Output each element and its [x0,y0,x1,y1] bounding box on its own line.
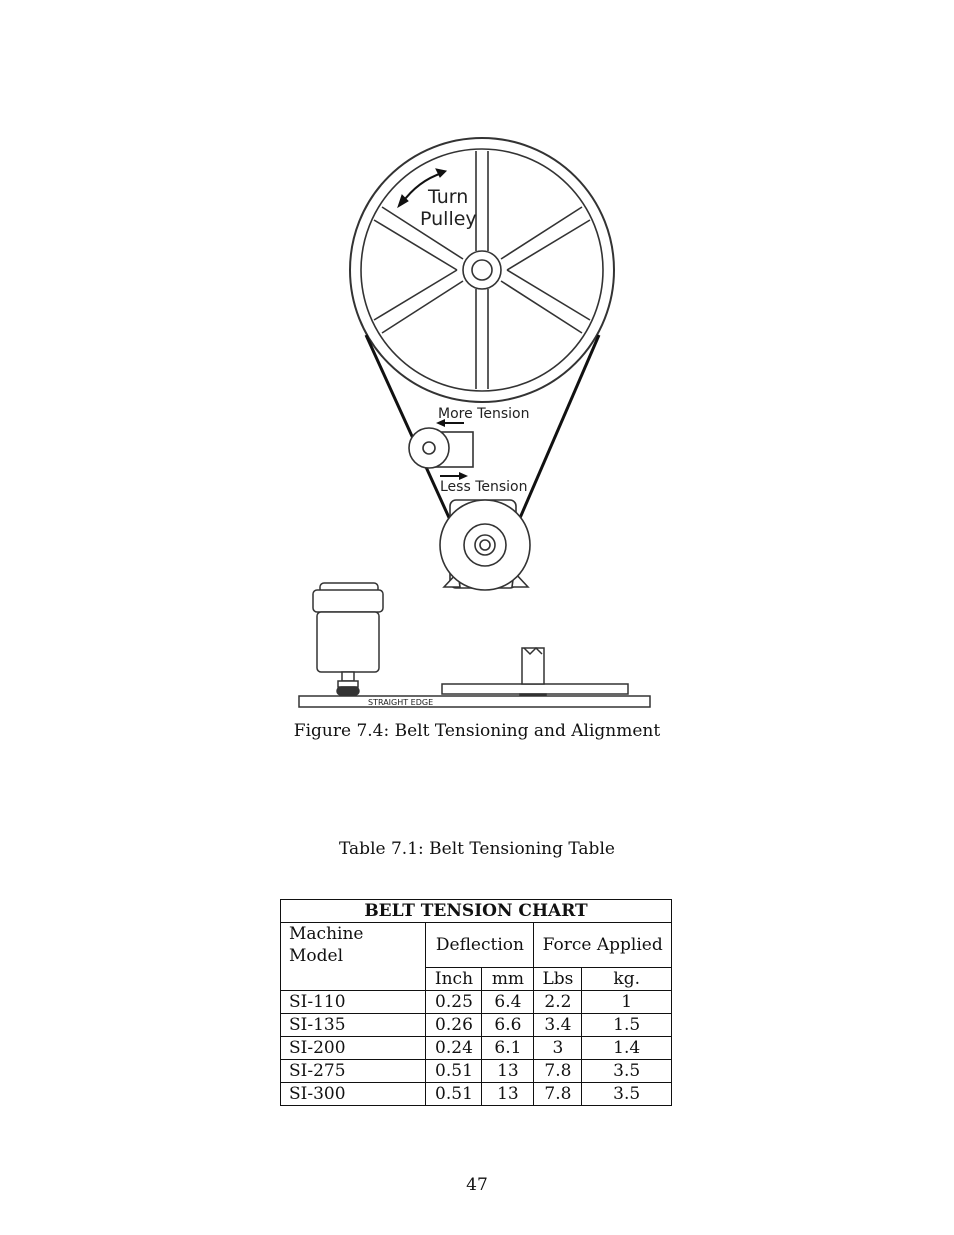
table-subheader-row [281,967,672,990]
more-tension-label: More Tension [438,406,530,422]
figure-caption: Figure 7.4: Belt Tensioning and Alignment [293,721,661,741]
cell-lbs: 3 [534,1036,582,1059]
cell-inch: 0.25 [426,990,482,1013]
cell-lbs: 2.2 [534,990,582,1013]
less-tension-label: Less Tension [440,479,528,495]
cell-model: SI-110 [281,990,426,1013]
cell-mm: 6.6 [482,1013,534,1036]
cell-kg: 3.5 [582,1059,672,1082]
cell-kg: 3.5 [582,1082,672,1105]
header-lbs: Lbs [534,967,582,990]
cell-model: SI-200 [281,1036,426,1059]
table-caption: Table 7.1: Belt Tensioning Table [339,839,615,859]
header-mm: mm [482,967,534,990]
table-row [281,1013,672,1036]
cell-kg: 1.4 [582,1036,672,1059]
belt-tension-table [280,899,672,1106]
cell-mm: 13 [482,1082,534,1105]
table-row [281,1082,672,1105]
large-pulley [350,138,614,402]
header-deflection: Deflection [426,923,534,968]
header-force-applied: Force Applied [534,923,672,968]
straight-edge-label: STRAIGHT EDGE [368,698,434,707]
belt-tensioning-figure [290,135,660,715]
table-row [281,1059,672,1082]
table-row [281,990,672,1013]
table-row [281,1036,672,1059]
figure-drawing [290,135,660,715]
cell-kg: 1 [582,990,672,1013]
header-machine-model: Machine Model [281,923,426,968]
cell-model: SI-300 [281,1082,426,1105]
header-inch: Inch [426,967,482,990]
table-header-row [281,923,672,968]
cell-model: SI-135 [281,1013,426,1036]
cell-inch: 0.51 [426,1059,482,1082]
header-blank [281,967,426,990]
cell-kg: 1.5 [582,1013,672,1036]
page-number: 47 [466,1175,488,1195]
table-title-row [281,900,672,923]
table-title: BELT TENSION CHART [281,900,672,923]
pulley-label: Pulley [420,208,477,230]
cell-inch: 0.24 [426,1036,482,1059]
cell-inch: 0.26 [426,1013,482,1036]
cell-mm: 6.1 [482,1036,534,1059]
header-kg: kg. [582,967,672,990]
motor-pulley [440,500,530,590]
turn-label: Turn [428,186,469,208]
cell-lbs: 7.8 [534,1059,582,1082]
alignment-view [299,583,650,707]
cell-mm: 6.4 [482,990,534,1013]
cell-inch: 0.51 [426,1082,482,1105]
cell-mm: 13 [482,1059,534,1082]
cell-lbs: 7.8 [534,1082,582,1105]
cell-lbs: 3.4 [534,1013,582,1036]
cell-model: SI-275 [281,1059,426,1082]
idler-pulley [409,428,473,468]
